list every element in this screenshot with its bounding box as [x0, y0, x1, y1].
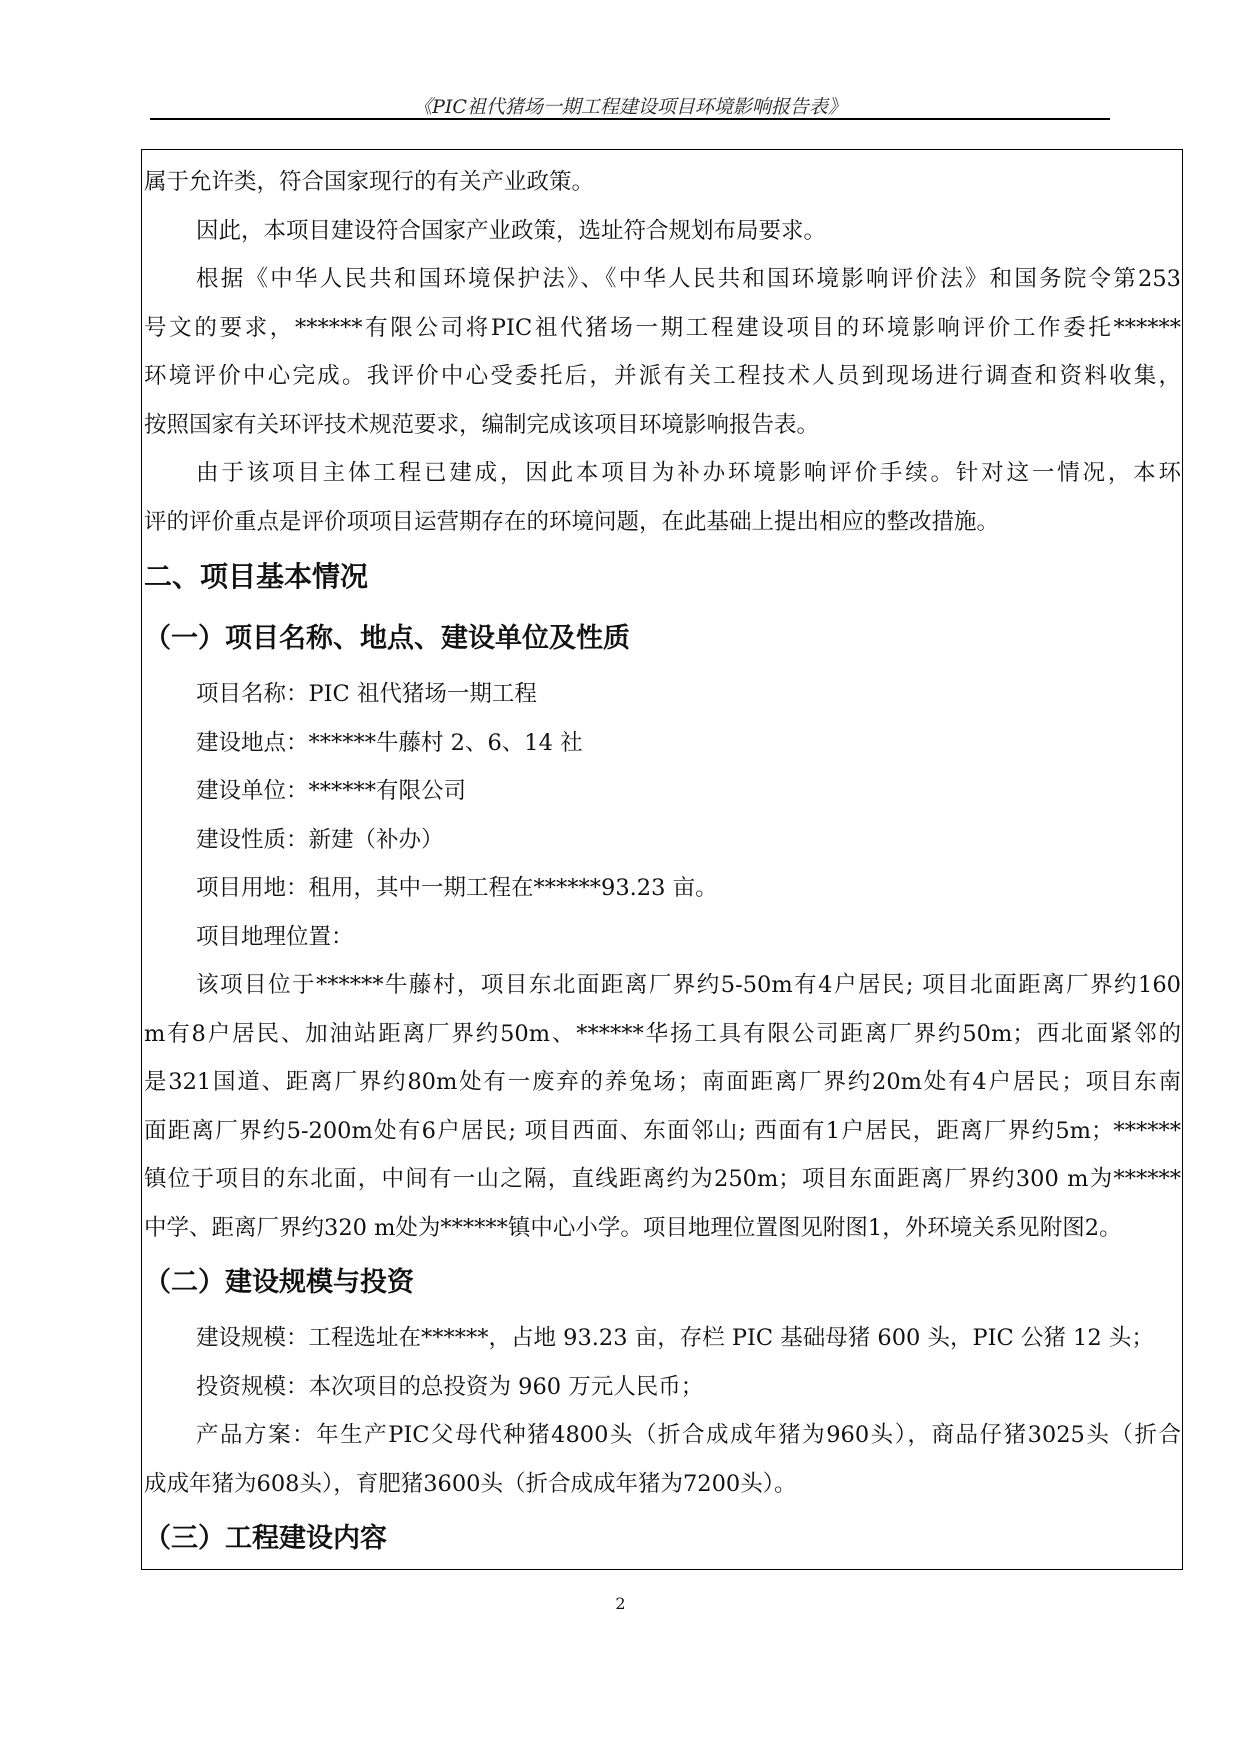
paragraph-line: 面距离厂界约5-200m处有6户居民; 项目西面、东面邻山; 西面有1户居民，距离厂界约5m；******	[144, 1117, 1181, 1144]
paragraph-line: 由于该项目主体工程已建成，因此本项目为补办环境影响评价手续。针对这一情况，本环	[196, 460, 1181, 486]
project-unit: 建设单位：******有限公司	[196, 778, 467, 804]
project-nature: 建设性质：新建（补办）	[196, 826, 444, 853]
investment-scale: 投资规模：本次项目的总投资为 960 万元人民币；	[196, 1373, 704, 1400]
paragraph-line: 镇位于项目的东北面，中间有一山之隔，直线距离约为250m；项目东面距离厂界约300 m为******	[144, 1166, 1181, 1192]
document-header: 《PIC祖代猪场一期工程建设项目环境影响报告表》	[413, 96, 847, 118]
paragraph-line: 环境评价中心完成。我评价中心受委托后，并派有关工程技术人员到现场进行调查和资料收集，	[144, 363, 1181, 389]
construction-scale: 建设规模：工程选址在******，占地 93.23 亩，存栏 PIC 基础母猪 600 头，PIC 公猪 12 头；	[196, 1325, 1154, 1351]
document-body	[144, 158, 1181, 1570]
paragraph-line: 产品方案：年生产PIC父母代种猪4800头（折合成成年猪为960头），商品仔猪3025头（折合	[196, 1422, 1181, 1448]
paragraph-line: 成成年猪为608头），育肥猪3600头（折合成成年猪为7200头）。	[144, 1470, 797, 1497]
project-name: 项目名称：PIC 祖代猪场一期工程	[196, 681, 537, 707]
paragraph-line: 属于允许类，符合国家现行的有关产业政策。	[144, 169, 595, 195]
paragraph-line: 按照国家有关环评技术规范要求，编制完成该项目环境影响报告表。	[144, 411, 820, 438]
paragraph-line: 评的评价重点是评价项项目运营期存在的环境问题，在此基础上提出相应的整改措施。	[144, 508, 1000, 535]
header-rule	[150, 118, 1110, 120]
paragraph-line: 中学、距离厂界约320 m处为******镇中心小学。项目地理位置图见附图1，外环境关系见附图2。	[144, 1214, 1122, 1241]
subsection-heading: （二）建设规模与投资	[144, 1267, 414, 1298]
paragraph-line: 因此，本项目建设符合国家产业政策，选址符合规划布局要求。	[196, 217, 827, 244]
paragraph-line: m有8户居民、加油站距离厂界约50m、******华扬工具有限公司距离厂界约50m；西北面紧邻的	[144, 1020, 1181, 1047]
project-land: 项目用地：租用，其中一期工程在******93.23 亩。	[196, 875, 718, 901]
section-heading: 二、项目基本情况	[144, 560, 369, 593]
paragraph-line: 根据《中华人民共和国环境保护法》、《中华人民共和国环境影响评价法》和国务院令第253	[196, 266, 1181, 292]
paragraph-line: 该项目位于******牛藤村，项目东北面距离厂界约5-50m有4户居民; 项目北面距离厂界约160	[196, 972, 1181, 998]
project-location: 建设地点：******牛藤村 2、6、14 社	[196, 729, 583, 756]
page-number: 2	[615, 1594, 626, 1613]
subsection-heading: （一）项目名称、地点、建设单位及性质	[144, 623, 630, 654]
paragraph-line: 号文的要求，******有限公司将PIC祖代猪场一期工程建设项目的环境影响评价工作委托******	[144, 314, 1181, 341]
geo-label: 项目地理位置：	[196, 923, 354, 950]
paragraph-line: 是321国道、距离厂界约80m处有一废弃的养兔场；南面距离厂界约20m处有4户居民；项目东南	[144, 1069, 1181, 1095]
subsection-heading: （三）工程建设内容	[144, 1523, 387, 1554]
